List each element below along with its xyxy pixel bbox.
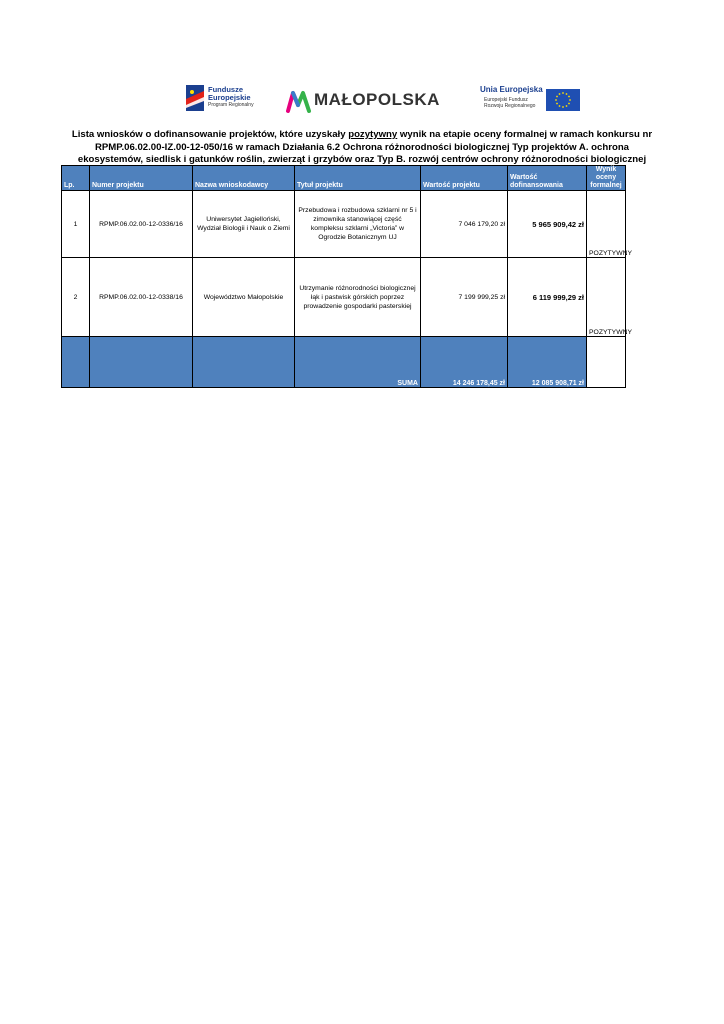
ue-sub2: Rozwoju Regionalnego (484, 103, 536, 109)
cell-nazwa: Uniwersytet Jagielloński, Wydział Biologii i Nauk o Ziemi (193, 191, 295, 258)
cell-tytul: Przebudowa i rozbudowa szklarni nr 5 i zimownika stanowiącej część kompleksu szklarni „Victoria” w Ogrodzie Botanicznym UJ (295, 191, 421, 258)
malopolska-logo (286, 87, 461, 115)
sum-empty-wynik (587, 337, 626, 388)
header-wartosc: Wartość projektu (421, 166, 508, 191)
sum-empty-nazwa (193, 337, 295, 388)
fundusze-europejskie-logo (186, 85, 266, 115)
cell-dofin: 5 965 909,42 zł (508, 191, 587, 258)
sum-row (62, 337, 626, 388)
unia-europejska-logo (480, 85, 584, 115)
table-row (62, 191, 626, 258)
header-wynik: Wynik oceny formalnej (587, 166, 626, 191)
header-lp: Lp. (62, 166, 90, 191)
sum-label: SUMA (295, 337, 421, 388)
cell-lp: 1 (62, 191, 90, 258)
title-part2: wynik na etapie oceny formalnej w ramach konkursu nr RPMP.06.02.00-IZ.00-12-050/16 w ramach Działania 6.2 Ochrona różnorodności biologicznej Typ projektów A. ochrona ekosystemów, siedlisk i gatunków roślin, zwierząt i grzybów oraz Typ B. rozwój centrów ochrony różnorodności biologicznej (77, 129, 653, 165)
cell-numer: RPMP.06.02.00-12-0338/16 (90, 258, 193, 337)
cell-numer: RPMP.06.02.00-12-0336/16 (90, 191, 193, 258)
projects-table (61, 165, 633, 388)
sum-dofin: 12 085 908,71 zł (508, 337, 587, 388)
title-underlined: pozytywny (348, 129, 398, 140)
logo-bar (186, 84, 584, 116)
eu-flag-icon (546, 89, 580, 111)
cell-nazwa: Województwo Małopolskie (193, 258, 295, 337)
document-title (62, 129, 662, 167)
cell-tytul: Utrzymanie różnorodności biologicznej łąk i pastwisk górskich poprzez prowadzenie gospodarki pasterskiej (295, 258, 421, 337)
header-tytul: Tytuł projektu (295, 166, 421, 191)
cell-lp: 2 (62, 258, 90, 337)
sum-wartosc: 14 246 178,45 zł (421, 337, 508, 388)
ue-title: Unia Europejska (480, 85, 543, 94)
header-dofin: Wartość dofinansowania (508, 166, 587, 191)
cell-wartosc: 7 046 179,20 zł (421, 191, 508, 258)
fe-line1: Fundusze (208, 85, 243, 94)
fe-star-flag-icon (186, 85, 204, 111)
fe-line3: Program Regionalny (208, 102, 254, 108)
sum-empty-lp (62, 337, 90, 388)
header-numer: Numer projektu (90, 166, 193, 191)
cell-wartosc: 7 199 999,25 zł (421, 258, 508, 337)
cell-dofin: 6 119 999,29 zł (508, 258, 587, 337)
title-part1: Lista wniosków o dofinansowanie projektów, które uzyskały (71, 129, 349, 140)
fe-line2: Europejskie (208, 93, 251, 102)
cell-wynik: POZYTYWNY (587, 191, 626, 258)
table-row (62, 258, 626, 337)
table-header-row (62, 166, 626, 191)
malopolska-m-icon (286, 89, 312, 113)
cell-wynik: POZYTYWNY (587, 258, 626, 337)
header-nazwa: Nazwa wnioskodawcy (193, 166, 295, 191)
ue-sub1: Europejski Fundusz (484, 97, 528, 103)
malopolska-wordmark: MAŁOPOLSKA (314, 90, 440, 109)
sum-empty-numer (90, 337, 193, 388)
